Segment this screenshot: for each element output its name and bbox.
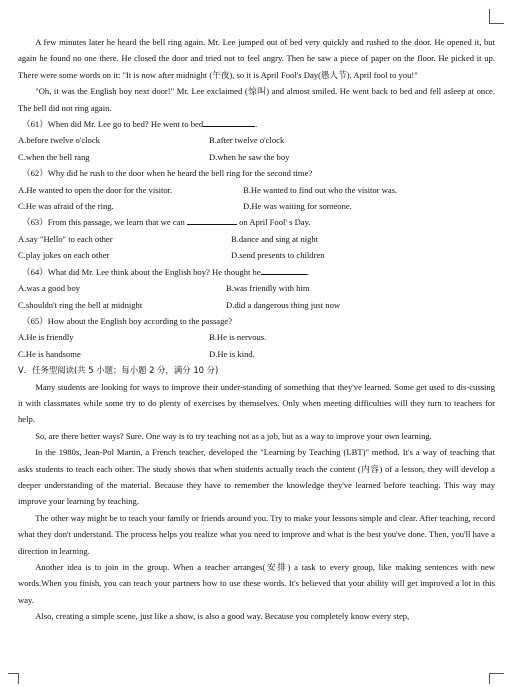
option-b[interactable]: B.after twelve o'clock: [209, 135, 285, 146]
option-d[interactable]: D.when he saw the boy: [209, 151, 290, 162]
question-stem: （64）What did Mr. Lee think about the English boy? He thought he .: [22, 266, 309, 277]
option-a[interactable]: A.He is friendly: [18, 332, 74, 343]
option-row: [18, 329, 495, 345]
option-b[interactable]: B.was friendly with him: [226, 283, 310, 294]
option-a[interactable]: A.He wanted to open the door for the visitor.: [18, 184, 173, 195]
option-row: [18, 182, 495, 198]
corner-crop-mark: [8, 673, 19, 684]
answer-blank: [187, 215, 237, 225]
option-b[interactable]: B.He is nervous.: [209, 332, 267, 343]
option-b[interactable]: B.dance and sing at night: [231, 233, 319, 244]
option-b[interactable]: B.He wanted to find out who the visitor was.: [243, 184, 398, 195]
answer-blank: [203, 117, 255, 127]
corner-crop-mark: [489, 9, 504, 24]
question-stem: （63）From this passage, we learn that we can on April Fool' s Day.: [22, 217, 311, 228]
option-a[interactable]: A.before twelve o'clock: [18, 135, 100, 146]
option-c[interactable]: C.He was afraid of the ring.: [18, 201, 114, 212]
section-heading: V．任务型阅读(共 5 小题；每小题 2 分，满分 10 分): [18, 365, 219, 376]
reading-paragraph: Another idea is to join in the group. When a teacher arranges(安排) a task to every group, like making sentences with new words.When you finish, you can teach your partners how to use these words. It's believed that your ability will get improved a lot in this way.: [18, 562, 495, 605]
page-content: [18, 34, 495, 625]
reading-paragraph: In the 1980s, Jean-Pol Martin, a French teacher, developed the "Learning by Teaching (LBT)" method. It's a way of teaching that asks students to teach each other. The study shows that when students actually teach the content (内容) of a lesson, they will develop a deeper understanding of the material. Because they have to remember the knowledge they've learned before teaching. This way may improve your learning by teaching.: [18, 447, 495, 507]
option-c[interactable]: C.He is handsome: [18, 348, 81, 359]
option-row: [18, 149, 495, 165]
option-row: [18, 346, 495, 362]
reading-paragraph: So, are there better ways? Sure. One way is to try teaching not as a job, but as a way to improve your own learning.: [35, 430, 432, 441]
option-row: [18, 132, 495, 148]
passage-paragraph: "Oh, it was the English boy next door!" Mr. Lee exclaimed (惊叫) and almost smiled. He went back to bed and fell asleep at once. The bell did not ring again.: [18, 86, 495, 113]
option-row: [18, 247, 495, 263]
option-row: [18, 231, 495, 247]
passage-paragraph: A few minutes later he heard the bell ring again. Mr. Lee jumped out of bed very quickly and rushed to the door. He opened it, but again he found no one there. He closed the door and tried not to feel angry. Then he saw a piece of paper on the floor. He picked it up. There were some words on it: "It is now after midnight (午夜), so it is April Fool's Day(愚人节). April fool to you!": [18, 37, 495, 80]
reading-paragraph: Also, creating a simple scene, just like a show, is also a good way. Because you completely know every step,: [35, 611, 410, 622]
option-d[interactable]: D.He is kind.: [209, 348, 255, 359]
option-a[interactable]: A.was a good boy: [18, 283, 81, 294]
option-row: [18, 297, 495, 313]
corner-crop-mark: [489, 673, 504, 684]
option-d[interactable]: D.He was waiting for someone.: [243, 201, 352, 212]
option-d[interactable]: D.send presents to children: [231, 250, 325, 261]
option-row: [18, 198, 495, 214]
option-c[interactable]: C.play jokes on each other: [18, 250, 110, 261]
reading-paragraph: The other way might be to teach your family or friends around you. Try to make your lessons simple and clear. After teaching, record what they don't understand. The process helps you realize what you need to improve and what is the best you've done. Then, you'll have a direction in learning.: [18, 512, 495, 556]
question-stem: （62）Why did he rush to the door when he heard the bell ring for the second time?: [22, 168, 313, 179]
option-row: [18, 280, 495, 296]
option-c[interactable]: C.shouldn't ring the bell at midnight: [18, 299, 143, 310]
question-stem: （61）When did Mr. Lee go to bed? He went to bed .: [22, 119, 258, 130]
reading-paragraph: Many students are looking for ways to improve their under-standing of something that they've learned. Some get used to dis-cussing it with classmates while some try to do plenty of exercises by themselves. Only when meeting difficulties will they turn to teachers for help.: [18, 381, 495, 425]
option-a[interactable]: A.say "Hello" to each other: [18, 233, 113, 244]
option-c[interactable]: C.when the bell rang: [18, 151, 90, 162]
question-stem: （65）How about the English boy according to the passage?: [22, 315, 233, 326]
option-d[interactable]: D.did a dangerous thing just now: [226, 299, 341, 310]
answer-blank: [261, 265, 307, 275]
